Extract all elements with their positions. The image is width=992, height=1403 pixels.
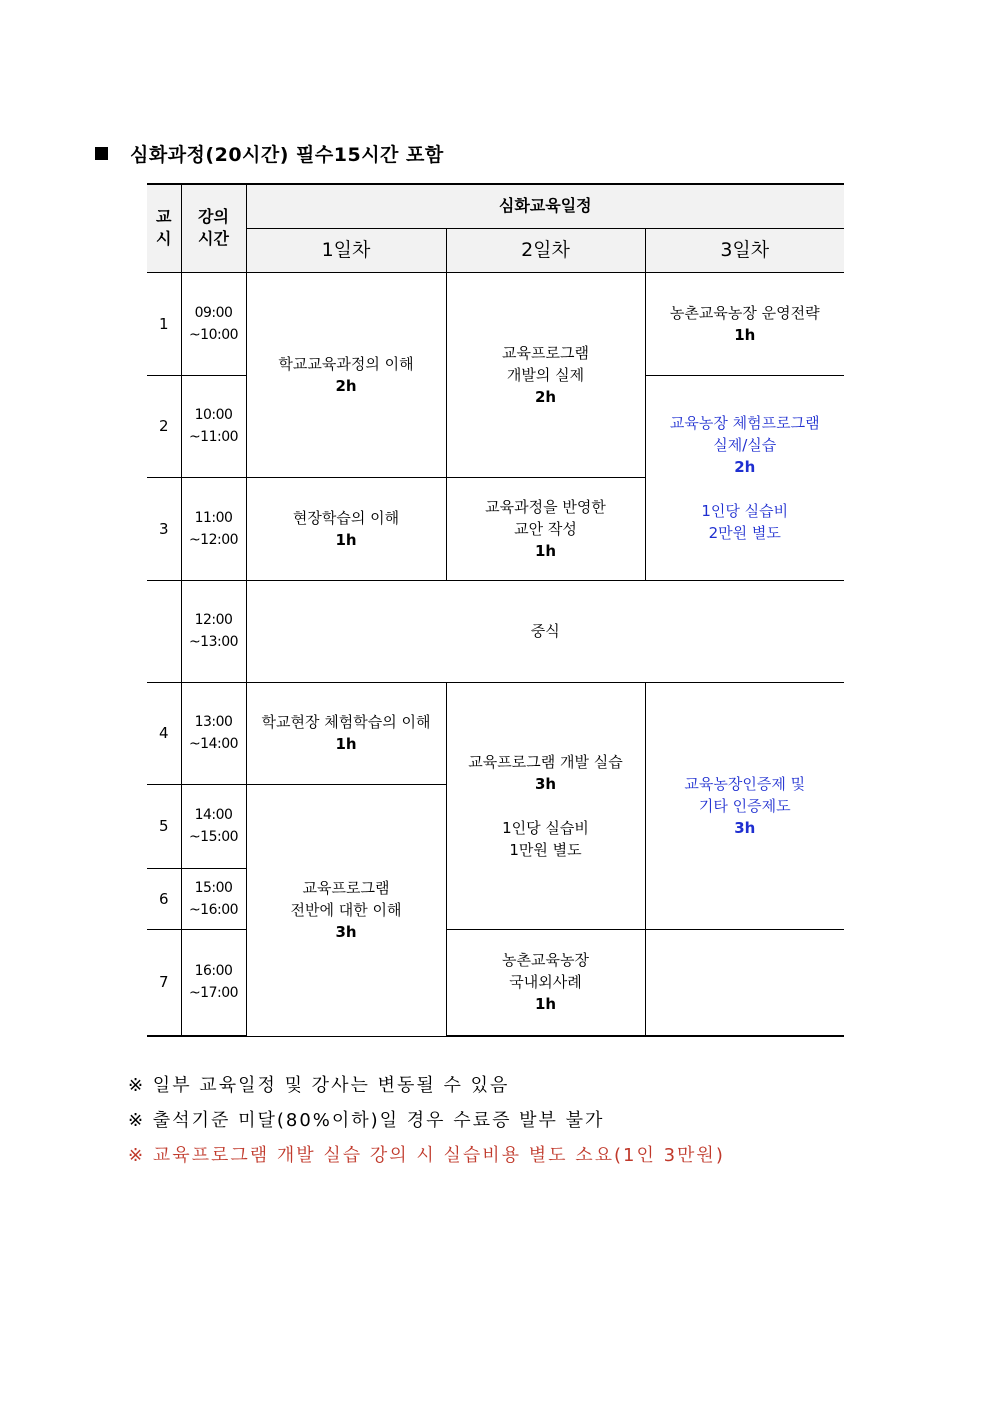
note-lab-fee: ※ 교육프로그램 개발 실습 강의 시 실습비용 별도 소요(1인 3만원): [128, 1145, 725, 1166]
cell-school-curriculum: [246, 272, 446, 477]
day-1-header: 1일차: [246, 228, 446, 272]
course-title: 교육프로그램 개발 실습: [468, 752, 623, 771]
period-number: 2: [147, 375, 181, 477]
course-title: 교육프로그램 전반에 대한 이해: [290, 879, 402, 919]
heading-text: 심화과정(20시간) 필수15시간 포함: [130, 144, 444, 166]
schedule-table: [147, 183, 844, 1037]
course-hours: 1h: [734, 325, 756, 344]
course-fee: 1인당 실습비 1만원 별도: [502, 818, 589, 859]
period-number: 6: [147, 868, 181, 929]
course-hours: 1h: [335, 735, 357, 753]
course-hours: 3h: [734, 818, 756, 837]
course-title: 현장학습의 이해: [292, 508, 400, 527]
cell-field-learning: [246, 477, 446, 580]
course-title: 학교현장 체험학습의 이해: [261, 713, 431, 731]
cell-lunch: 중식: [246, 580, 844, 682]
cell-lesson-plan: [446, 477, 645, 580]
course-title: 교육과정을 반영한 교안 작성: [485, 497, 606, 538]
period-number: 5: [147, 784, 181, 868]
col-period-header: 교 시: [147, 184, 181, 272]
time-slot: 15:00 ~16:00: [181, 868, 246, 929]
time-slot: 09:00 ~10:00: [181, 272, 246, 375]
note-attendance: ※ 출석기준 미달(80%이하)일 경우 수료증 발부 불가: [128, 1110, 605, 1131]
period-number: 3: [147, 477, 181, 580]
period-number: 7: [147, 929, 181, 1036]
course-title: 농촌교육농장 운영전략: [669, 303, 820, 322]
course-title: 학교교육과정의 이해: [278, 354, 414, 373]
time-slot: 12:00 ~13:00: [181, 580, 246, 682]
period-number: 4: [147, 682, 181, 784]
course-hours: 1h: [534, 995, 557, 1014]
period-number: [147, 580, 181, 682]
course-hours: 2h: [335, 376, 357, 395]
course-title: 교육프로그램 개발의 실제: [502, 343, 589, 384]
cell-farm-strategy: [645, 272, 844, 375]
time-slot: 13:00 ~14:00: [181, 682, 246, 784]
period-number: 1: [147, 272, 181, 375]
cell-program-practice: [446, 272, 645, 477]
day-2-header: 2일차: [446, 228, 645, 272]
course-hours: 3h: [335, 923, 357, 941]
time-slot: 16:00 ~17:00: [181, 929, 246, 1036]
time-slot: 11:00 ~12:00: [181, 477, 246, 580]
course-title: 교육농장 체험프로그램 실제/실습: [669, 413, 820, 454]
cell-certification: [645, 682, 844, 929]
square-bullet-icon: [95, 147, 108, 160]
cell-program-overview: [246, 784, 446, 1036]
course-hours: 1h: [335, 530, 357, 549]
cell-school-experience: [246, 682, 446, 784]
course-hours: 2h: [534, 387, 557, 406]
course-hours: 3h: [534, 774, 557, 793]
schedule-title: 심화교육일정: [246, 184, 844, 228]
cell-experience-program: [645, 375, 844, 580]
course-title: 교육농장인증제 및 기타 인증제도: [684, 774, 806, 815]
notes-block: [128, 1068, 725, 1173]
cell-program-lab: [446, 682, 645, 929]
col-time-header: 강의 시간: [181, 184, 246, 272]
cell-empty: [645, 929, 844, 1036]
course-fee: 1인당 실습비 2만원 별도: [701, 501, 789, 542]
course-title: 농촌교육농장 국내외사례: [502, 951, 589, 992]
note-schedule-change: ※ 일부 교육일정 및 강사는 변동될 수 있음: [128, 1075, 510, 1096]
time-slot: 10:00 ~11:00: [181, 375, 246, 477]
course-hours: 2h: [734, 457, 756, 476]
day-3-header: 3일차: [645, 228, 844, 272]
course-hours: 1h: [534, 541, 557, 560]
cell-domestic-cases: [446, 929, 645, 1036]
section-heading: [95, 140, 444, 167]
time-slot: 14:00 ~15:00: [181, 784, 246, 868]
